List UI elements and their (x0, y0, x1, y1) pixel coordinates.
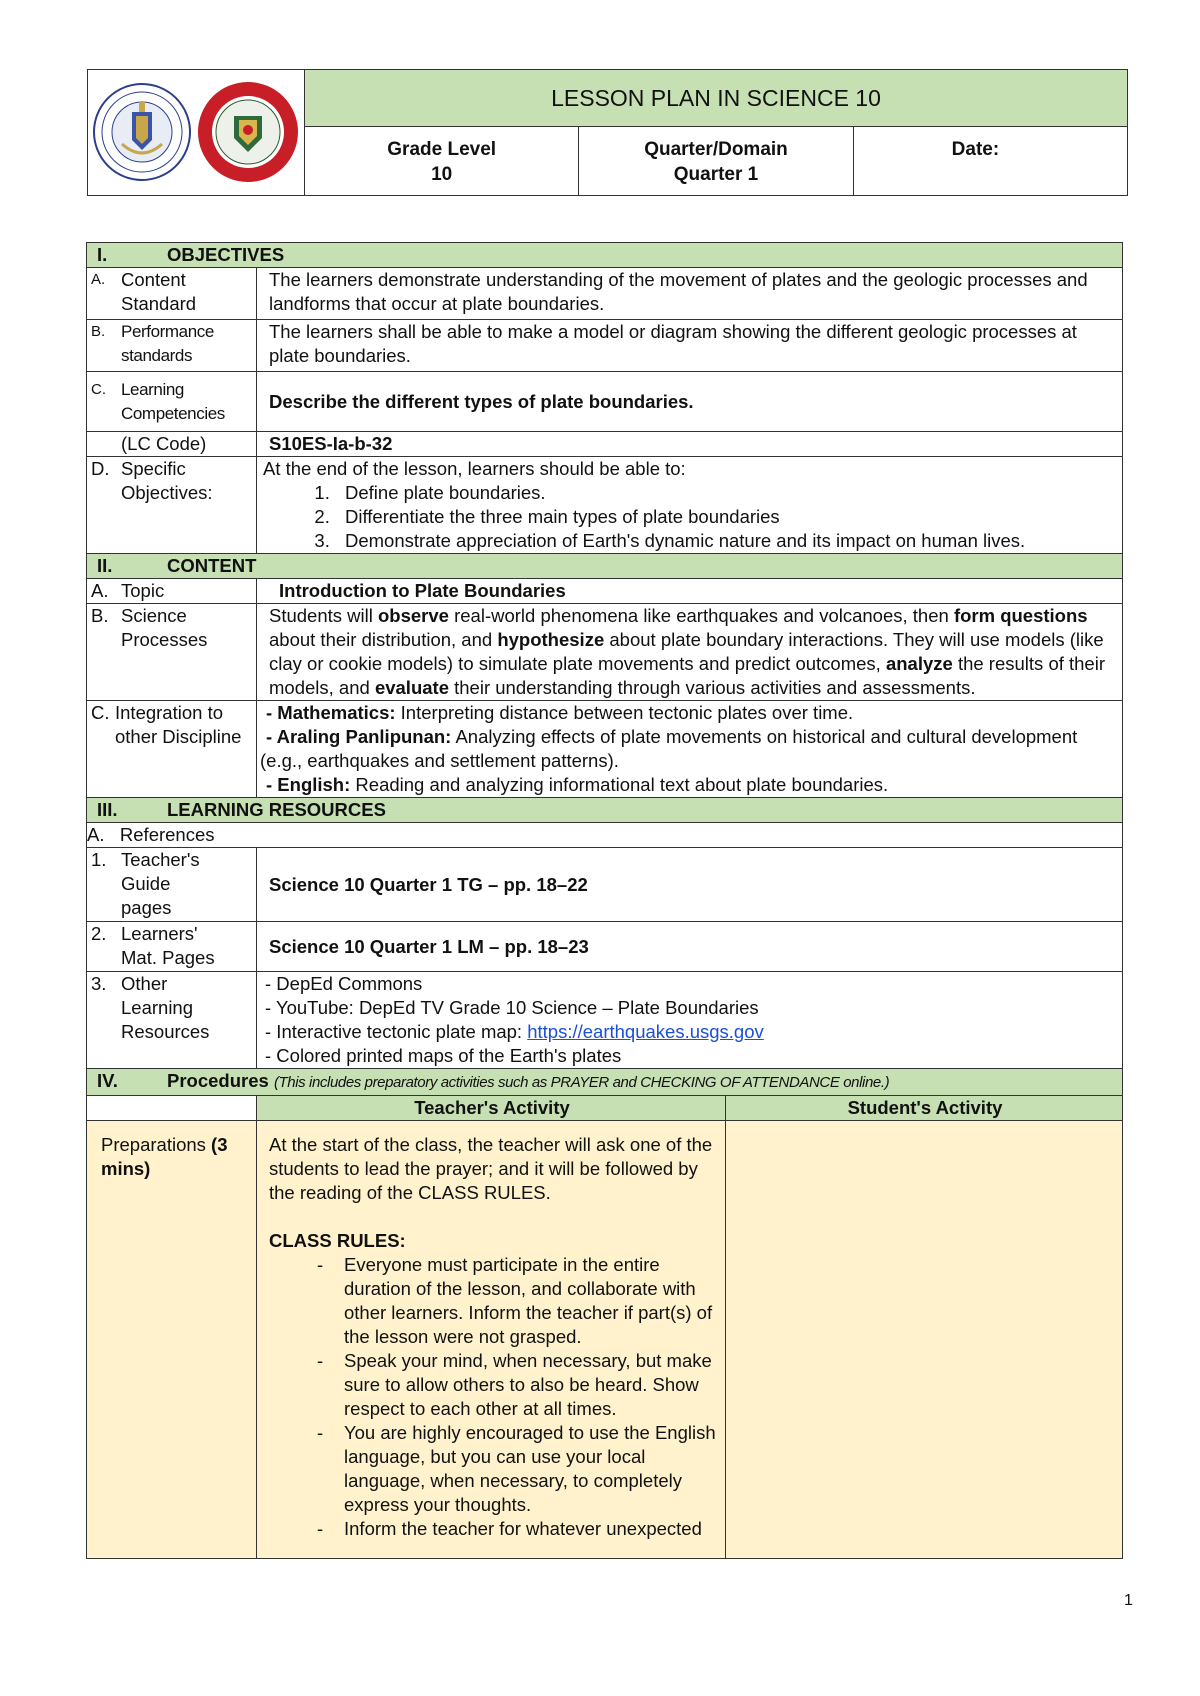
integration-subject: - Mathematics: (266, 702, 396, 723)
student-activity-header: Student's Activity (726, 1096, 1123, 1121)
row-teachers-guide (87, 848, 1123, 922)
row-label: Specific Objectives: (121, 458, 213, 503)
lc-code-text: S10ES-Ia-b-32 (257, 432, 1123, 457)
row-label: Topic (121, 580, 165, 601)
row-topic (87, 579, 1123, 604)
row-other-resources (87, 972, 1123, 1069)
text-run: Students will (269, 605, 378, 626)
row-science-processes (87, 604, 1123, 701)
list-item: - Inform the teacher for whatever unexpected (269, 1517, 719, 1541)
science-processes-text (257, 604, 1123, 701)
learners-materials-text: Science 10 Quarter 1 LM – pp. 18–23 (257, 922, 1123, 972)
integration-item (260, 701, 1120, 725)
integration-subject: - English: (266, 774, 351, 795)
section-title: CONTENT (167, 555, 257, 576)
lesson-plan-table (86, 242, 1123, 1559)
row-lc-code (87, 432, 1123, 457)
section-objectives (87, 243, 1123, 268)
grade-level-label: Grade Level (387, 139, 497, 160)
row-number: 2. (91, 923, 107, 944)
resource-item: - YouTube: DepEd TV Grade 10 Science – Plate Boundaries (265, 997, 759, 1018)
text-run: the results of their models, and (269, 653, 1105, 698)
text-run: real-world phenomena like earthquakes and volcanoes, then (448, 605, 954, 626)
row-letter: C. (91, 381, 106, 398)
grade-level-cell (305, 127, 579, 196)
text-run: about plate boundary interactions. They will use models (like clay or cookie models) to simulate plate movements and predict outcomes, (269, 629, 1104, 674)
list-item: 2. Differentiate the three main types of plate boundaries (335, 505, 1120, 529)
text-run-bold: observe (378, 605, 449, 626)
row-learning-competencies (87, 372, 1123, 432)
row-content-standard (87, 268, 1123, 320)
row-letter: A. (91, 580, 109, 601)
section-number: II. (97, 555, 113, 576)
row-integration (87, 701, 1123, 798)
preparations-duration: (3 mins) (101, 1134, 228, 1179)
row-number: 3. (91, 973, 107, 994)
row-letter: B. (91, 605, 109, 626)
integration-item (260, 725, 1120, 773)
teacher-activity-header: Teacher's Activity (257, 1096, 726, 1121)
teachers-guide-text: Science 10 Quarter 1 TG – pp. 18–22 (257, 848, 1123, 922)
row-references (87, 823, 1123, 848)
preparations-label (87, 1121, 257, 1559)
quarter-value: Quarter 1 (673, 164, 759, 185)
date-cell (853, 127, 1127, 196)
section-procedures (87, 1069, 1123, 1096)
resource-item: - Colored printed maps of the Earth's plates (265, 1045, 622, 1066)
date-label: Date: (951, 139, 1000, 160)
list-item: - Everyone must participate in the entire duration of the lesson, and collaborate with other learners. Inform the teacher if part(s) of the lesson were not grasped. (269, 1253, 719, 1349)
section-number: I. (97, 244, 108, 265)
list-item: 1. Define plate boundaries. (335, 481, 1120, 505)
resource-item (265, 1020, 1120, 1044)
row-letter: B. (91, 323, 106, 340)
text-run-bold: evaluate (374, 677, 449, 698)
quarter-cell (579, 127, 853, 196)
content-standard-text: The learners demonstrate understanding of the movement of plates and the geologic processes and landforms that occur at plate boundaries. (257, 268, 1123, 320)
list-item: - Speak your mind, when necessary, but make sure to allow others to also be heard. Show respect to each other at all times. (269, 1349, 719, 1421)
procedures-columns (87, 1096, 1123, 1121)
teacher-activity-cell (257, 1121, 726, 1559)
text-run: about their distribution, and (269, 629, 498, 650)
integration-item (260, 773, 1120, 797)
row-specific-objectives (87, 457, 1123, 554)
resource-item: - DepEd Commons (265, 973, 423, 994)
row-preparations (87, 1121, 1123, 1559)
row-learners-materials (87, 922, 1123, 972)
quarter-label: Quarter/Domain (644, 139, 788, 160)
preparations-intro: At the start of the class, the teacher will ask one of the students to lead the prayer; and it will be followed by the reading of the CLASS RULES. (269, 1134, 713, 1203)
text-run: their understanding through various activities and assessments. (448, 677, 976, 698)
list-item: 3. Demonstrate appreciation of Earth's dynamic nature and its impact on human lives. (335, 529, 1120, 553)
grade-level-value: 10 (431, 164, 453, 185)
page-title: LESSON PLAN IN SCIENCE 10 (305, 70, 1128, 127)
resource-item-text: - Interactive tectonic plate map: (265, 1021, 528, 1042)
row-label: (LC Code) (121, 433, 207, 454)
topic-text: Introduction to Plate Boundaries (257, 579, 1123, 604)
performance-standards-text: The learners shall be able to make a model or diagram showing the different geologic processes at plate boundaries. (257, 320, 1123, 372)
references-label: A. References (87, 823, 1123, 848)
integration-cell (257, 701, 1123, 798)
class-rules-title: CLASS RULES: (269, 1230, 406, 1251)
row-label: Content Standard (121, 269, 197, 314)
row-performance-standards (87, 320, 1123, 372)
header-table (87, 69, 1128, 196)
school-seal-icon (196, 80, 300, 184)
page-number: 1 (1124, 1592, 1133, 1609)
row-label: Science Processes (121, 605, 208, 650)
row-label: Teacher's Guide pages (121, 849, 200, 918)
row-letter: A. (91, 271, 106, 288)
row-letter: D. (91, 458, 110, 479)
other-resources-cell (257, 972, 1123, 1069)
row-label: Integration to other Discipline (115, 702, 242, 747)
specific-objectives-list (263, 481, 1120, 553)
row-letter: C. (91, 702, 110, 723)
section-title: Procedures (167, 1070, 269, 1091)
specific-objectives-intro: At the end of the lesson, learners should be able to: (263, 458, 686, 479)
integration-text: Interpreting distance between tectonic plates over time. (395, 702, 854, 723)
row-label: Performance standards (121, 322, 214, 365)
section-content (87, 554, 1123, 579)
list-item: - You are highly encouraged to use the English language, but you can use your local language, when necessary, to completely express your thoughts. (269, 1421, 719, 1517)
preparations-label-text: Preparations (101, 1134, 212, 1155)
row-label: Learning Competencies (121, 380, 225, 423)
section-number: IV. (97, 1070, 118, 1091)
procedures-note: (This includes preparatory activities such as PRAYER and CHECKING OF ATTENDANCE online.) (273, 1074, 890, 1091)
usgs-link[interactable]: https://earthquakes.usgs.gov (527, 1021, 764, 1042)
deped-seal-icon (92, 82, 192, 182)
section-learning-resources (87, 798, 1123, 823)
row-number: 1. (91, 849, 107, 870)
row-label: Learners' Mat. Pages (121, 923, 215, 968)
student-activity-cell (726, 1121, 1123, 1559)
integration-text: Analyzing effects of plate movements on historical and cultural development (e.g., earthquakes and settlement patterns). (260, 726, 1078, 771)
class-rules-list (269, 1253, 719, 1541)
section-number: III. (97, 799, 118, 820)
row-label: Other Learning Resources (121, 973, 210, 1042)
section-title: LEARNING RESOURCES (167, 799, 386, 820)
text-run-bold: form questions (953, 605, 1088, 626)
section-title: OBJECTIVES (167, 244, 285, 265)
text-run-bold: hypothesize (497, 629, 605, 650)
specific-objectives-cell (257, 457, 1123, 554)
text-run-bold: analyze (885, 653, 953, 674)
logos-cell (88, 70, 305, 196)
integration-subject: - Araling Panlipunan: (266, 726, 452, 747)
learning-competencies-text: Describe the different types of plate boundaries. (257, 372, 1123, 432)
integration-text: Reading and analyzing informational text about plate boundaries. (350, 774, 889, 795)
